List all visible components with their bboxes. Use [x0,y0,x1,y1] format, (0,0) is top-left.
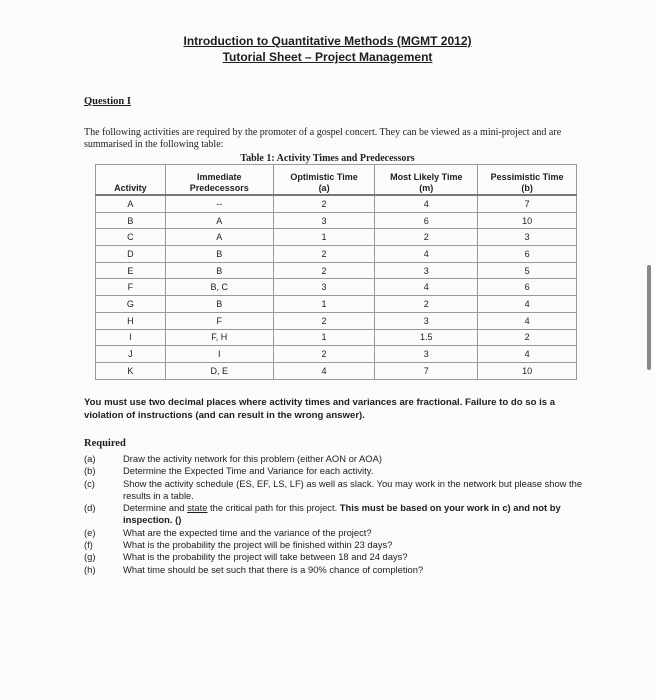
item-text: What are the expected time and the variance of the project? [123,526,372,538]
table-cell: I [96,329,166,346]
table-row [96,329,577,346]
item-text-part: This must be based on your work in c) and not by inspection. () [123,502,561,526]
column-header [96,165,166,196]
item-label: (h) [84,563,96,575]
required-item [84,465,584,477]
table-cell: F, H [165,329,273,346]
table-cell: 2 [273,312,375,329]
required-item [84,539,584,551]
table-cell: 1 [273,329,375,346]
item-label: (g) [84,551,96,563]
required-item [84,502,584,527]
table-cell: 10 [478,212,577,229]
table-cell: B [165,262,273,279]
table-cell: F [96,279,166,296]
table-row [96,279,577,296]
item-text-part: state [187,502,208,514]
activity-table [95,164,577,380]
required-item [84,453,584,465]
table-row [96,262,577,279]
document-subtitle: Tutorial Sheet – Project Management [222,50,433,64]
item-text: What time should be set such that there is a 90% chance of completion? [123,563,424,575]
table-cell: 4 [375,246,478,263]
item-text [123,502,584,527]
table-cell: 2 [273,262,375,279]
required-list [84,453,584,576]
item-text-part: Determine and [123,502,188,514]
table-cell: K [96,362,166,379]
required-item [84,478,584,503]
table-cell: 2 [273,346,375,363]
table-header-row [96,165,577,196]
instruction-note: You must use two decimal places where activity times and variances are fractional. Failure to do so is a violation of instructions (and can result in the wrong answer). [84,397,556,421]
table-cell: D, E [165,362,273,379]
table-cell: C [96,229,166,246]
table-caption: Table 1: Activity Times and Predecessors [240,153,415,164]
column-header [478,165,577,196]
required-item [84,564,584,576]
table-cell: B [96,212,166,229]
table-row [96,246,577,263]
required-item [84,527,584,539]
column-header-line: Predecessors [189,183,249,193]
table-cell: 10 [478,362,577,379]
item-label: (e) [84,526,96,538]
table-cell: 3 [375,312,478,329]
column-header-line: (b) [521,183,533,193]
table-cell: 4 [478,346,577,363]
table-cell: 4 [478,296,577,313]
table-cell: 3 [375,262,478,279]
table-cell: 7 [478,195,577,212]
required-heading: Required [84,438,126,449]
table-cell: 3 [478,229,577,246]
table-cell: F [165,312,273,329]
table-cell: 1 [273,296,375,313]
table-row [96,362,577,379]
table-cell: 1 [273,229,375,246]
table-cell: B [165,246,273,263]
document-title: Introduction to Quantitative Methods (MGMT 2012) [183,34,472,48]
table-cell: -- [165,195,273,212]
table-row [96,312,577,329]
table-cell: 2 [478,329,577,346]
column-header [273,165,375,196]
table-cell: H [96,312,166,329]
column-header-line: Optimistic Time [290,172,358,182]
scrollbar[interactable] [647,265,651,370]
table-cell: 4 [375,195,478,212]
column-header-line: Most Likely Time [390,172,463,182]
column-header-line: (m) [419,183,434,193]
table-cell: B [165,296,273,313]
table-row [96,229,577,246]
column-header [375,165,478,196]
table-cell: 3 [273,212,375,229]
required-item [84,551,584,563]
table-cell: 5 [478,262,577,279]
table-cell: 2 [375,296,478,313]
question-intro: The following activities are required by the promoter of a gospel concert. They can be viewed as a mini-project and are summarised in the following table: [84,127,562,150]
column-header-line: Immediate [197,172,242,182]
table-row [96,212,577,229]
table-cell: I [165,346,273,363]
column-header-line: Pessimistic Time [490,172,564,182]
item-label: (b) [84,465,96,477]
table-cell: A [165,229,273,246]
table-cell: 6 [478,279,577,296]
item-text: Show the activity schedule (ES, EF, LS, LF) as well as slack. You may work in the network but please show the results in a table. [123,477,583,501]
table-cell: J [96,346,166,363]
table-cell: 6 [375,212,478,229]
table-cell: 3 [273,279,375,296]
item-label: (f) [84,539,93,551]
table-cell: E [96,262,166,279]
item-label: (a) [84,453,96,464]
table-cell: B, C [165,279,273,296]
item-text: What is the probability the project will be finished within 23 days? [123,539,393,551]
table-cell: 2 [273,246,375,263]
table-cell: 4 [478,312,577,329]
table-cell: 2 [273,195,375,212]
table-cell: 4 [273,362,375,379]
question-heading: Question I [84,96,131,107]
item-text: Determine the Expected Time and Variance for each activity. [123,465,374,477]
column-header-line: Activity [114,183,147,193]
table-cell: 4 [375,279,478,296]
table-cell: D [96,246,166,263]
table-cell: A [165,212,273,229]
table-cell: 2 [375,229,478,246]
item-text: What is the probability the project will take between 18 and 24 days? [123,551,408,563]
table-cell: 1.5 [375,329,478,346]
table-cell: A [96,195,166,212]
table-row [96,346,577,363]
column-header [165,165,273,196]
item-text-part: the critical path for this project. [207,502,340,514]
table-cell: 3 [375,346,478,363]
table-row [96,195,577,212]
table-cell: 6 [478,246,577,263]
table-cell: G [96,296,166,313]
table-cell: 7 [375,362,478,379]
table-row [96,296,577,313]
item-text: Draw the activity network for this problem (either AON or AOA) [123,453,382,464]
column-header-line: (a) [318,183,330,193]
item-label: (d) [84,502,96,514]
item-label: (c) [84,477,95,489]
